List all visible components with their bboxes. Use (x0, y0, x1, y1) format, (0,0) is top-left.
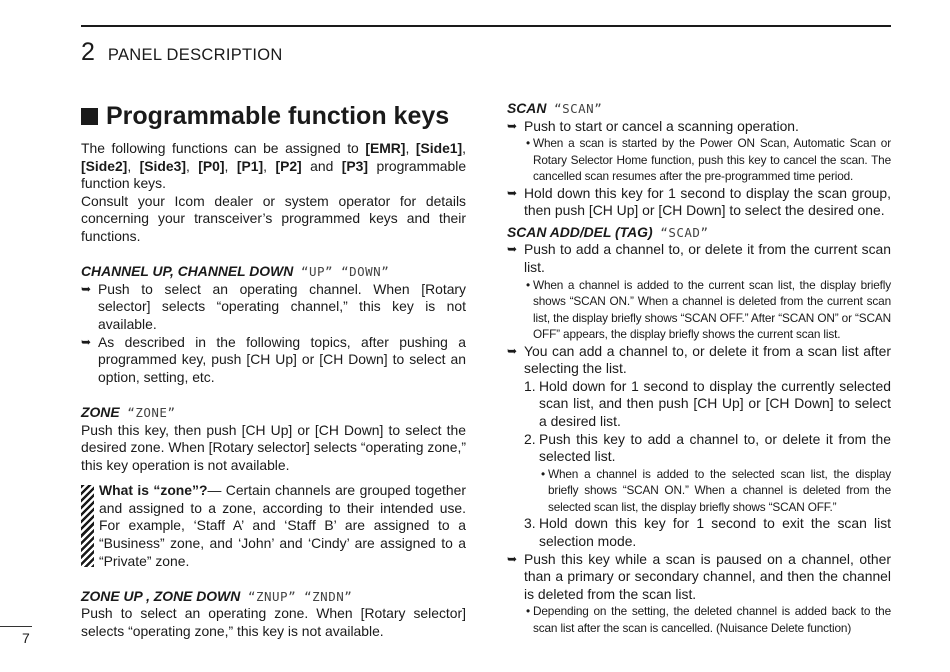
zone-updown-heading: ZONE UP , ZONE DOWN “ZNUP” “ZNDN” (81, 587, 353, 604)
chapter-header (81, 38, 283, 67)
chapter-number: 2 (81, 38, 95, 66)
channel-lcd-label: “UP” “DOWN” (300, 264, 390, 280)
zone-paragraph: Push this key, then push [CH Up] or [CH Down] to select the desired zone. When [Rotary selector] selects “operating zone,” this key operation is not available. (81, 421, 466, 473)
section-title-text: Programmable function keys (106, 102, 450, 130)
key-p3: [P3] (341, 157, 369, 174)
key-p2: [P2] (275, 157, 302, 174)
key-side1: [Side1] (415, 140, 463, 156)
consult-paragraph: Consult your Icom dealer or system operator for details concerning your transceiver’s programmed keys and their functions. (81, 192, 466, 244)
note-text: — Certain channels are grouped together and assigned to a zone, according to their intended use. For example, ‘Staff A’ and ‘Staff B’ are assigned to a “Business” zone, and ‘John’ and ‘Cindy’ are assigned to a “Private” zone. (99, 482, 466, 569)
note-hatch-icon (81, 485, 94, 567)
header-rule (81, 25, 891, 27)
chapter-title: PANEL DESCRIPTION (107, 46, 283, 64)
scan-bullet-1: ➥ Push to start or cancel a scanning operation. (507, 118, 891, 136)
scan-adddel-lcd-label: “SCAD” (660, 224, 709, 240)
key-emr: [EMR] (365, 140, 406, 156)
zone-updown-lcd-label: “ZNUP” “ZNDN” (247, 588, 353, 604)
key-side3: [Side3] (139, 157, 186, 174)
scan-adddel-heading: SCAN ADD/DEL (TAG) “SCAD” (507, 223, 709, 240)
note-label: What is “zone”? (99, 482, 208, 499)
step-2-note: • When a channel is added to the selected scan list, the display briefly shows “SCAN ON.” When a channel is deleted from the selected scan list, the display briefly shows “SCAN OFF.” (507, 466, 891, 516)
scan-lcd-label: “SCAN” (554, 101, 603, 116)
left-column (81, 100, 466, 641)
zone-note (81, 482, 466, 570)
step-3: 3. Hold down this key for 1 second to exit the scan list selection mode. (524, 515, 891, 549)
scan-adddel-bullet-1: ➥ Push to add a channel to, or delete it from the current scan list. (507, 241, 891, 276)
key-p1: [P1] (236, 157, 264, 174)
scan-heading: SCAN “SCAN” (507, 100, 603, 116)
step-1: 1. Hold down for 1 second to display the currently selected scan list, and then push [CH Up] or [CH Down] to select a desired list. (524, 377, 891, 430)
scan-bullet-1-note: • When a scan is started by the Power ON Scan, Automatic Scan or Rotary Selector Home function, push this key to cancel the scan. The cancelled scan resumes after the pre-programmed time period. (507, 135, 891, 185)
page-number: 7 (0, 626, 32, 646)
scan-adddel-bullet-2: ➥ You can add a channel to, or delete it from a scan list after selecting the list. (507, 343, 891, 378)
key-p0: [P0] (198, 157, 225, 174)
square-bullet-icon (81, 108, 98, 125)
scan-bullet-2: ➥ Hold down this key for 1 second to display the scan group, then push [CH Up] or [CH Down] to select the desired one. (507, 185, 891, 220)
zone-lcd-label: “ZONE” (127, 404, 176, 420)
scan-adddel-bullet-3-note: • Depending on the setting, the deleted channel is added back to the scan list after the scan is cancelled. (Nuisance Delete function) (507, 603, 891, 636)
scan-adddel-bullet-1-note: • When a channel is added to the current scan list, the display briefly shows “SCAN ON.” When a channel is deleted from the current scan list, the display briefly shows “SCAN OFF.” After “SCAN ON” or “SCAN OFF” appears, the display briefly shows the current scan list. (507, 277, 891, 343)
channel-updown-heading: CHANNEL UP, CHANNEL DOWN “UP” “DOWN” (81, 263, 390, 280)
right-column (507, 100, 891, 636)
intro-paragraph: The following functions can be assigned to [EMR], [Side1], [Side2], [Side3], [P0], [P1], [P2] and [P3] programmable function keys. (81, 140, 467, 192)
key-side2: [Side2] (81, 157, 128, 174)
scan-adddel-bullet-3: ➥ Push this key while a scan is paused on a channel, other than a primary or secondary channel, and then the channel is deleted from the scan list. (507, 551, 891, 604)
channel-bullet-1: ➥ Push to select an operating channel. When [Rotary selector] selects “operating channel,” this key is not available. (81, 281, 466, 334)
step-2: 2. Push this key to add a channel to, or delete it from the selected list. (524, 430, 891, 465)
channel-bullet-2: ➥ As described in the following topics, after pushing a programmed key, push [CH Up] or [CH Down] to select an option, setting, etc. (81, 334, 466, 387)
zone-updown-paragraph: Push to select an operating zone. When [Rotary selector] selects “operating zone,” this key is not available. (81, 605, 466, 640)
zone-heading: ZONE “ZONE” (81, 403, 176, 420)
section-title (81, 100, 466, 132)
